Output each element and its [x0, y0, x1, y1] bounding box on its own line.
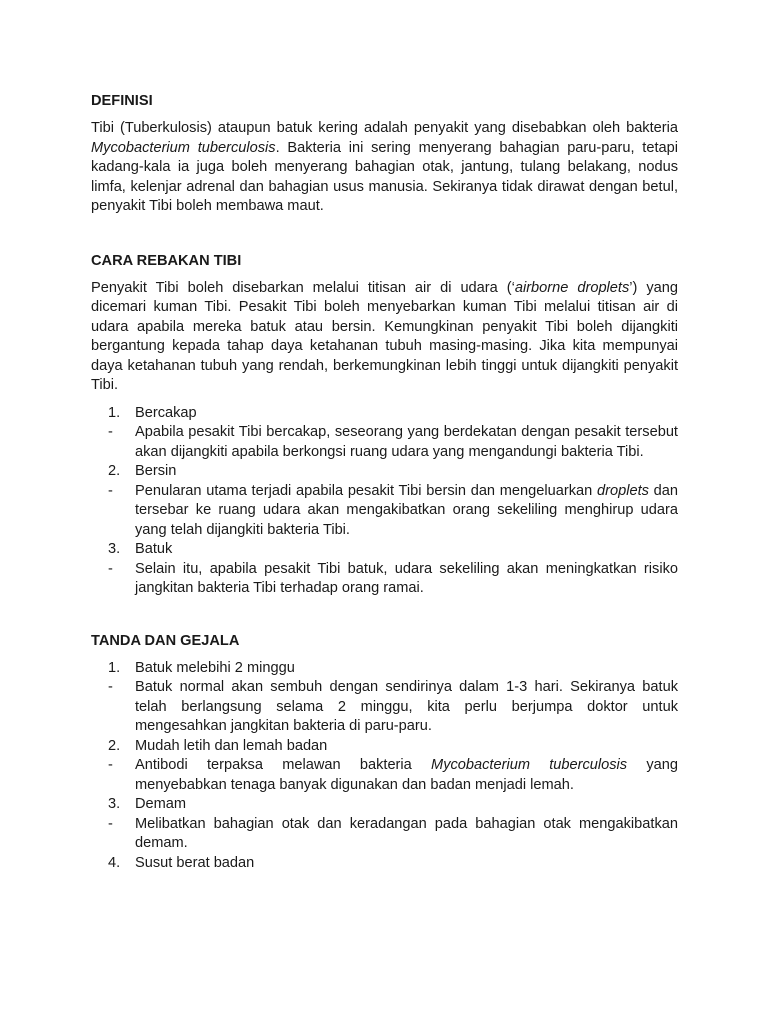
cara-list: [91, 404, 678, 599]
text-run: dan tersebar ke ruang udara akan mengakibatkan orang sekeliling menghirup udara yang telah dijangkiti bakteria Tibi.: [135, 482, 678, 538]
dash-marker: -: [108, 679, 113, 695]
list-item-title: Demam: [135, 796, 187, 812]
italic-term: airborne droplets: [514, 279, 630, 296]
dash-marker: -: [108, 757, 113, 773]
dash-marker: -: [108, 560, 113, 577]
text-run: Tibi (Tuberkulosis) ataupun batuk kering adalah penyakit yang disebabkan oleh bakteria: [91, 120, 678, 136]
list-item-title: Batuk melebihi 2 minggu: [135, 659, 295, 676]
list-number: 4.: [108, 854, 121, 871]
list-number: 3.: [108, 541, 121, 557]
list-item-description: [135, 678, 678, 737]
text-run: Penyakit Tibi boleh disebarkan melalui titisan air di udara (‘: [91, 279, 515, 296]
text-run: Selain itu, apabila pesakit Tibi batuk, udara sekeliling akan meningkatkan risiko jangkitan bakteria Tibi terhadap orang ramai.: [135, 560, 678, 596]
list-item-title: Mudah letih dan lemah badan: [135, 737, 328, 754]
list-item-description: [135, 423, 678, 462]
text-run: . Bakteria ini sering menyerang bahagian paru-paru, tetapi kadang-kala ia juga boleh menyerang bahagian otak, jantung, tulang belakang, nodus limfa, kelenjar adrenal dan bahagian usus manusia. Sekiranya tidak dirawat dengan betul, penyakit Tibi boleh membawa maut.: [91, 139, 678, 214]
list-item: [108, 795, 678, 854]
dash-marker: -: [108, 482, 113, 499]
text-run: Batuk normal akan sembuh dengan sendirinya dalam 1-3 hari. Sekiranya batuk telah berlangsung selama 2 minggu, kita perlu berjumpa doktor untuk mengesahkan jangkitan bakteria di paru-paru.: [135, 679, 678, 734]
list-number: 2.: [108, 737, 121, 754]
heading-tanda-gejala: TANDA DAN GEJALA: [91, 632, 240, 649]
list-item: [108, 540, 678, 599]
list-item-description: [135, 560, 678, 599]
list-item: [108, 854, 678, 874]
list-item: [108, 462, 678, 540]
text-run: Penularan utama terjadi apabila pesakit Tibi bersin dan mengeluarkan: [135, 482, 597, 499]
italic-term: droplets: [597, 482, 649, 499]
list-number: 3.: [108, 796, 121, 812]
list-number: 1.: [108, 659, 121, 676]
list-item: [108, 404, 678, 463]
italic-term: Mycobacterium tuberculosis: [91, 139, 276, 156]
text-run: yang menyebabkan tenaga banyak digunakan dan badan menjadi lemah.: [135, 757, 678, 793]
tanda-list: [91, 659, 678, 874]
heading-cara-rebakan: CARA REBAKAN TIBI: [91, 252, 242, 269]
cara-paragraph: [91, 279, 678, 396]
heading-definisi: DEFINISI: [91, 93, 153, 109]
text-run: ’) yang dicemari kuman Tibi. Pesakit Tibi boleh menyebarkan kuman Tibi melalui titisan air di udara apabila mereka batuk atau bersin. Kemungkinan penyakit Tibi boleh dijangkiti bergantung kepada tahap daya ketahanan tubuh masing-masing. Jika kita mempunyai daya ketahanan tubuh yang rendah, berkemungkinan lebih tinggi untuk dijangkiti penyakit Tibi.: [91, 279, 678, 393]
section-definisi: [91, 91, 678, 217]
italic-term: Mycobacterium tuberculosis: [431, 757, 628, 773]
section-cara-rebakan: [91, 251, 678, 599]
list-number: 2.: [108, 463, 121, 479]
dash-marker: -: [108, 424, 113, 440]
list-item: [108, 737, 678, 796]
definisi-paragraph: [91, 119, 678, 217]
list-item-description: [135, 756, 678, 795]
list-item-description: [135, 815, 678, 854]
text-run: Melibatkan bahagian otak dan keradangan pada bahagian otak mengakibatkan demam.: [135, 815, 678, 851]
list-item: [108, 659, 678, 737]
section-tanda-gejala: [91, 631, 678, 874]
list-number: 1.: [108, 404, 121, 421]
text-run: Apabila pesakit Tibi bercakap, seseorang yang berdekatan dengan pesakit tersebut akan dijangkiti apabila berkongsi ruang udara yang mengandungi bakteria Tibi.: [135, 424, 678, 460]
list-item-title: Bercakap: [135, 404, 197, 421]
list-item-title: Batuk: [135, 541, 173, 557]
text-run: Antibodi terpaksa melawan bakteria: [135, 757, 432, 773]
list-item-description: [135, 482, 678, 541]
list-item-title: Bersin: [135, 463, 177, 479]
list-item-title: Susut berat badan: [135, 854, 255, 871]
dash-marker: -: [108, 815, 113, 832]
